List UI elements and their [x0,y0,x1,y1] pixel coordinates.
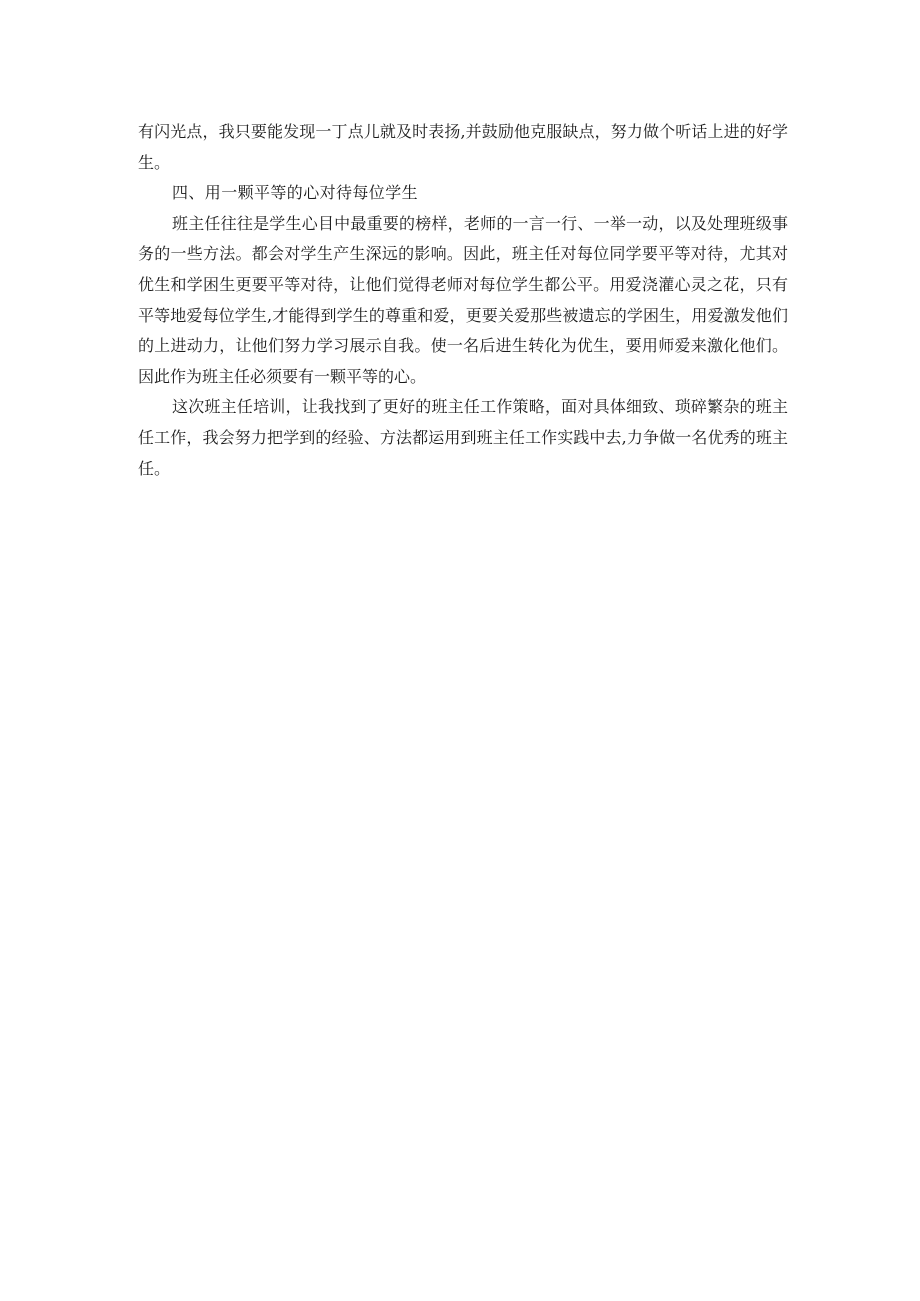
paragraph-equal-treatment: 班主任往往是学生心目中最重要的榜样，老师的一言一行、一举一动，以及处理班级事务的一些方法。都会对学生产生深远的影响。因此，班主任对每位同学要平等对待，尤其对优生和学困生更要平等对待，让他们觉得老师对每位学生都公平。用爱浇灌心灵之花，只有平等地爱每位学生,才能得到学生的尊重和爱，更要关爱那些被遗忘的学困生，用爱激发他们的上进动力，让他们努力学习展示自我。使一名后进生转化为优生，要用师爱来激化他们。因此作为班主任必须要有一颗平等的心。 [138,213,788,386]
paragraph-continuation: 有闪光点，我只要能发现一丁点儿就及时表扬,并鼓励他克服缺点，努力做个听话上进的好学生。 [138,122,788,172]
paragraph-conclusion: 这次班主任培训，让我找到了更好的班主任工作策略，面对具体细致、琐碎繁杂的班主任工作，我会努力把学到的经验、方法都运用到班主任工作实践中去,力争做一名优秀的班主任。 [138,397,788,478]
section-heading: 四、用一颗平等的心对待每位学生 [172,183,419,203]
document-body [138,117,788,484]
